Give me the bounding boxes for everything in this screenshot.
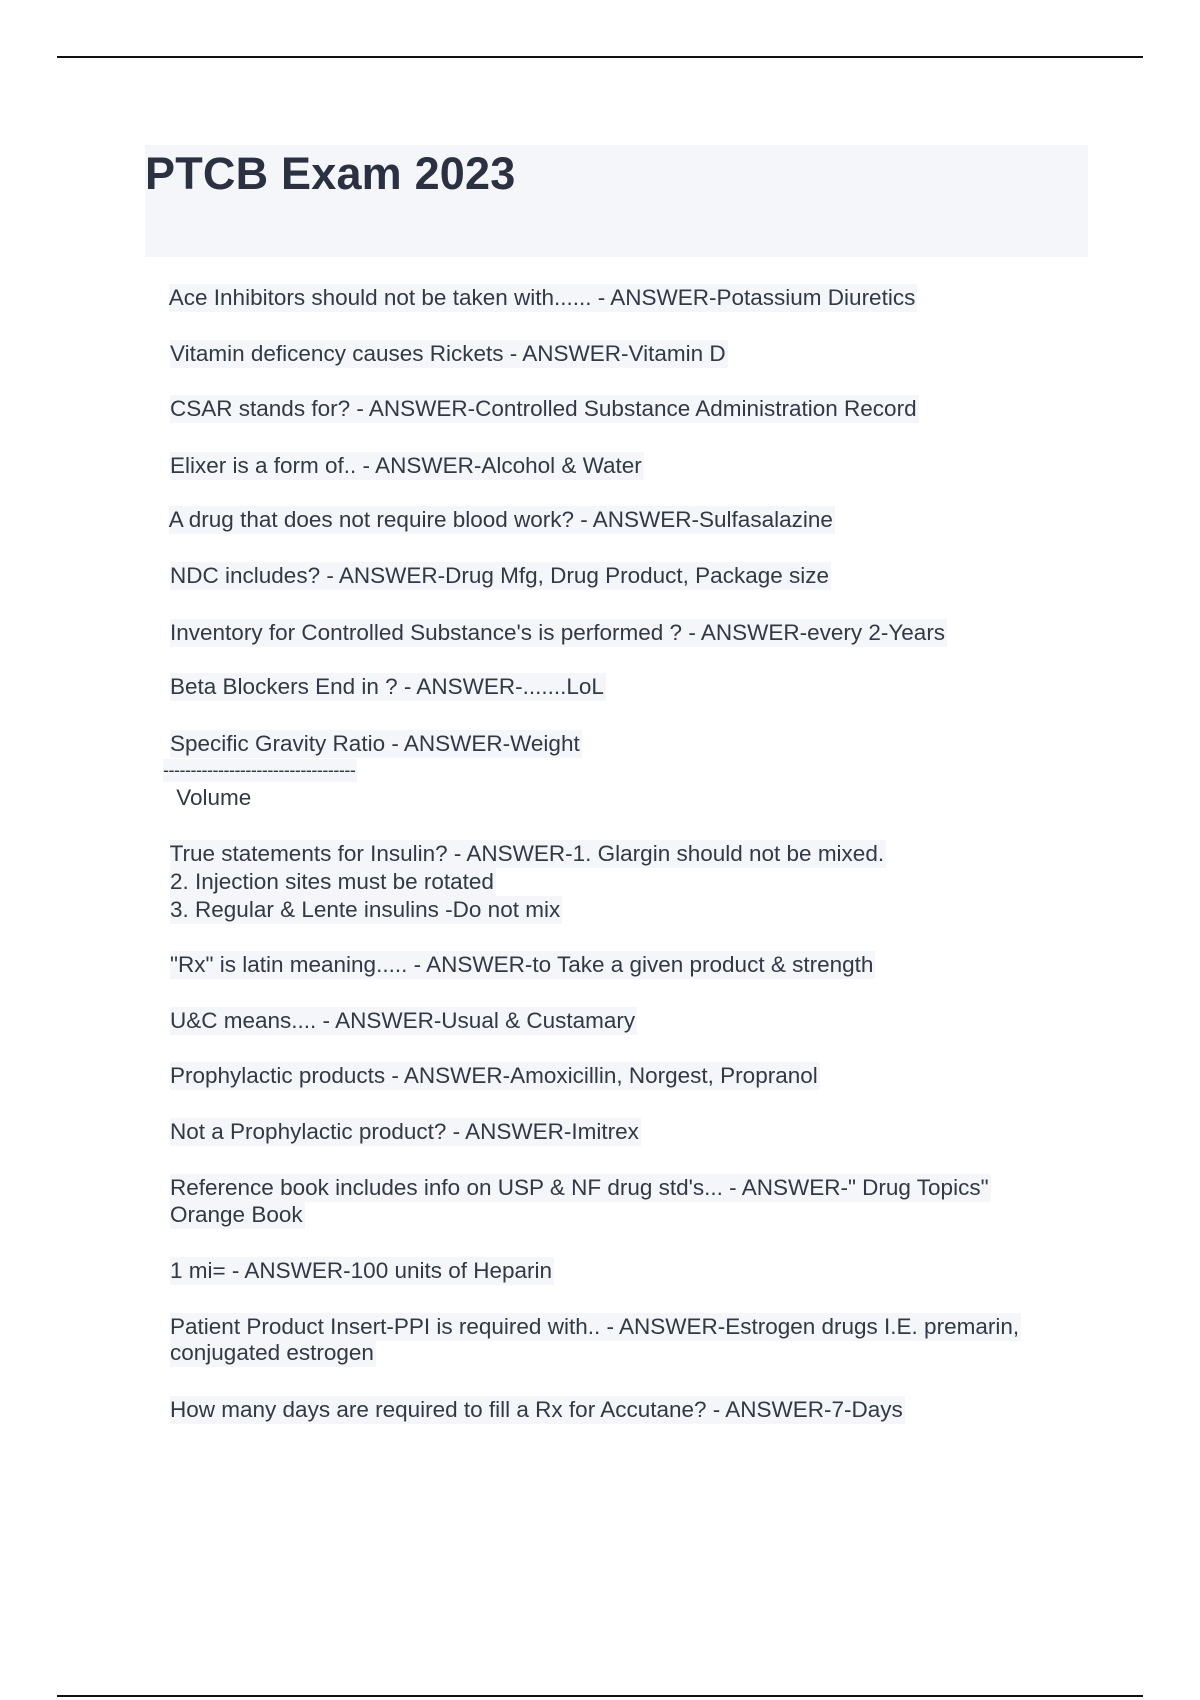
qa-item	[145, 1368, 905, 1452]
qa-line: 1 mi= - ANSWER-100 units of Heparin	[170, 1258, 553, 1283]
qa-line: Volume	[170, 785, 252, 810]
qa-line: Prophylactic products - ANSWER-Amoxicillin, Norgest, Propranol	[170, 1063, 818, 1088]
qa-line: True statements for Insulin? - ANSWER-1. Glargin should not be mixed.	[169, 841, 885, 866]
qa-line: A drug that does not require blood work? - ANSWER-Sulfasalazine	[168, 507, 833, 532]
top-rule	[57, 56, 1143, 58]
qa-line: Reference book includes info on USP & NF drug std's... - ANSWER-" Drug Topics"	[170, 1175, 989, 1200]
qa-line: Ace Inhibitors should not be taken with...... - ANSWER-Potassium Diuretics	[168, 285, 916, 310]
qa-line: Elixer is a form of.. - ANSWER-Alcohol & Water	[170, 453, 642, 478]
qa-line: 2. Injection sites must be rotated	[170, 869, 494, 894]
qa-line: 3. Regular & Lente insulins -Do not mix	[170, 897, 561, 922]
qa-line: NDC includes? - ANSWER-Drug Mfg, Drug Product, Package size	[170, 563, 829, 588]
bottom-rule	[57, 1695, 1143, 1697]
qa-line: -----------------------------------	[163, 760, 356, 780]
qa-line: conjugated estrogen	[170, 1340, 374, 1365]
qa-line: Patient Product Insert-PPI is required with.. - ANSWER-Estrogen drugs I.E. premarin,	[170, 1314, 1020, 1339]
qa-line: Orange Book	[170, 1202, 303, 1227]
qa-line: "Rx" is latin meaning..... - ANSWER-to Take a given product & strength	[170, 952, 874, 977]
qa-line: U&C means.... - ANSWER-Usual & Custamary	[170, 1008, 636, 1033]
qa-line: Vitamin deficency causes Rickets - ANSWER-Vitamin D	[170, 341, 726, 366]
page-title: PTCB Exam 2023	[145, 148, 516, 199]
qa-line: Specific Gravity Ratio - ANSWER-Weight	[170, 731, 580, 756]
qa-line: Inventory for Controlled Substance's is performed ? - ANSWER-every 2-Years	[170, 620, 946, 645]
qa-line: Beta Blockers End in ? - ANSWER-.......LoL	[170, 674, 604, 699]
qa-line: CSAR stands for? - ANSWER-Controlled Substance Administration Record	[170, 396, 917, 421]
qa-line: How many days are required to fill a Rx for Accutane? - ANSWER-7-Days	[170, 1397, 903, 1422]
qa-line: Not a Prophylactic product? - ANSWER-Imitrex	[170, 1119, 639, 1144]
